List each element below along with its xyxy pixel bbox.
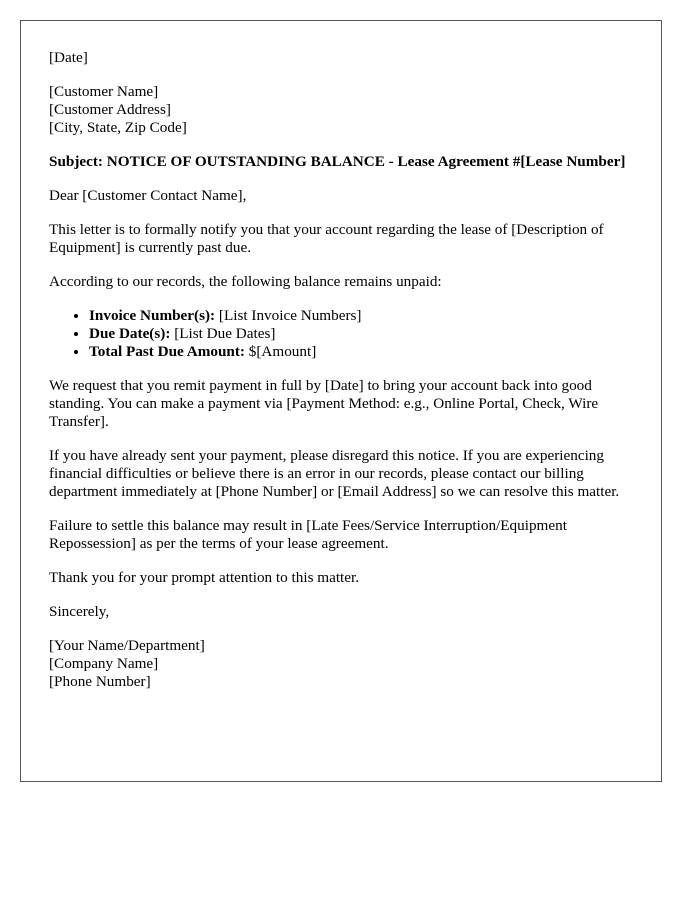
recipient-address-block [49,83,633,137]
sender-signature-block [49,637,633,691]
list-item [89,307,633,325]
sender-phone: [Phone Number] [49,673,151,690]
letter-paragraph-thanks: Thank you for your prompt attention to this matter. [49,569,360,586]
letter-date: [Date] [49,49,88,66]
letter-page [20,20,662,782]
sender-company: [Company Name] [49,655,159,672]
letter-closing: Sincerely, [49,603,110,620]
detail-label: Invoice Number(s): [89,307,216,324]
letter-salutation: Dear [Customer Contact Name], [49,187,247,204]
detail-value: [List Due Dates] [170,325,276,342]
letter-paragraph-records: According to our records, the following balance remains unpaid: [49,273,442,290]
detail-value: $[Amount] [244,343,317,360]
list-item [89,343,633,361]
detail-label: Total Past Due Amount: [89,343,245,360]
letter-paragraph-payment-request: We request that you remit payment in full by [Date] to bring your account back into good standing. You can make a payment via [Payment Method: e.g., Online Portal, Check, Wire Transfer]. [49,377,599,430]
detail-label: Due Date(s): [89,325,171,342]
balance-details-list [49,307,633,361]
detail-value: [List Invoice Numbers] [215,307,362,324]
sender-name-department: [Your Name/Department] [49,637,205,654]
letter-subject: Subject: NOTICE OF OUTSTANDING BALANCE - Lease Agreement #[Lease Number] [49,153,626,170]
letter-paragraph-consequences: Failure to settle this balance may result in [Late Fees/Service Interruption/Equipment Repossession] as per the terms of your lease agreement. [49,517,567,552]
recipient-name: [Customer Name] [49,83,159,100]
recipient-city-state-zip: [City, State, Zip Code] [49,119,187,136]
letter-paragraph-disregard: If you have already sent your payment, please disregard this notice. If you are experiencing financial difficulties or believe there is an error in our records, please contact our billing department immediately at [Phone Number] or [Email Address] so we can resolve this matter. [49,447,620,500]
recipient-address: [Customer Address] [49,101,171,118]
list-item [89,325,633,343]
letter-paragraph-intro: This letter is to formally notify you that your account regarding the lease of [Description of Equipment] is currently past due. [49,221,604,256]
